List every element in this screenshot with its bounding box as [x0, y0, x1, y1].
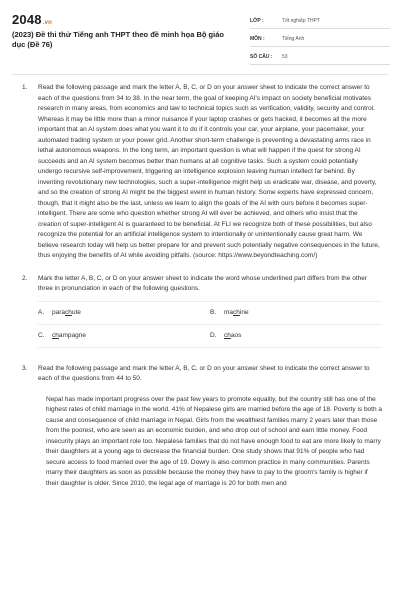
options-row	[38, 301, 382, 324]
logo-text: 2048	[12, 12, 42, 27]
question-1-text	[38, 83, 382, 262]
meta-grade-value: Tốt nghiệp THPT	[282, 18, 320, 24]
option-c[interactable]	[38, 332, 210, 339]
option-letter: B.	[210, 309, 217, 316]
question-3	[0, 364, 400, 490]
meta-grade-label: LỚP :	[250, 18, 264, 24]
option-letter: A.	[38, 309, 45, 316]
meta-count-label: SỐ CÂU :	[250, 54, 273, 60]
option-letter: C.	[38, 332, 45, 339]
question-2-instruction: Mark the letter A, B, C, or D on your answer sheet to indicate the word whose underlined part differs from the other three in pronunciation in each of the following questions.	[38, 274, 368, 292]
answer-options	[38, 301, 382, 348]
meta-count-row	[250, 50, 390, 65]
question-number: 2.	[22, 274, 28, 282]
option-letter: D.	[210, 332, 217, 339]
option-word: parachute	[52, 309, 81, 316]
exam-meta	[250, 14, 390, 68]
option-word: champagne	[52, 332, 86, 339]
exam-title: (2023) Đề thi thử Tiếng anh THPT theo đề minh họa Bộ giáo dục (Đề 76)	[12, 30, 224, 49]
question-number: 3.	[22, 364, 28, 372]
header-divider	[12, 74, 388, 75]
question-number: 1.	[22, 84, 28, 91]
option-word: machine	[224, 309, 249, 316]
question-3-instruction: Read the following passage and mark the letter A, B, C, or D on your answer sheet to indicate the correct answer to each of the questions from 44 to 50.	[38, 364, 370, 382]
logo-suffix: .vn	[42, 20, 53, 26]
option-d[interactable]	[210, 332, 382, 339]
underlined-part: ch	[52, 332, 59, 339]
underlined-part: ch	[224, 332, 231, 339]
option-b[interactable]	[210, 309, 382, 316]
option-a[interactable]	[38, 309, 210, 316]
option-word: chaos	[224, 332, 242, 339]
site-logo[interactable]	[12, 12, 52, 27]
question-1-instruction: Read the following passage and mark the letter A, B, C, or D on your answer sheet to indicate the correct answer to each of the questions from 34 to 38.	[38, 84, 370, 102]
meta-subject-row	[250, 32, 390, 47]
meta-subject-value: Tiếng Anh	[282, 36, 305, 42]
question-3-passage: Nepal has made important progress over the past few years to promote equality, but the country still has one of the highest rates of child marriage in the world. 41% of Nepalese girls are married before the age of 18. Poverty is both a cause and consequence of child marriage in Nepal. Girls from the wealthiest families marry 2 years later than those from the poorest, who are seen as an economic burden, and who drop out of school and earn little money. Food insecurity plays an important role too. Nepalese families that do not have enough food to eat are more likely to marry their daughters at a young age to decrease the financial burden. One study shows that 91% of people who had secure access to food married over the age of 19. Dowry is also common practice in many communities. Parents marry their daughters as soon as possible because the money they have to pay to the groom's family is higher if their daughter is older. Since 2010, the legal age of marriage is 20 for both men and	[46, 395, 383, 487]
meta-count-value: 53	[282, 54, 288, 60]
questions-list	[0, 78, 400, 489]
meta-subject-label: MÔN :	[250, 36, 265, 42]
question-2	[0, 274, 400, 348]
underlined-part: ch	[65, 309, 72, 316]
question-1-passage: In the near term, the goal of keeping AI's impact on society beneficial motivates research in many areas, from economics and law to technical topics such as verification, validity, security and control. Whereas it may be little more than a minor nuisance if your laptop crashes or gets hacked, it becomes all the more important that an AI system does what you want it to do if it controls your car, your airplane, your pacemaker, your automated trading system or your power grid. Another short-term challenge is preventing a devastating arms race in lethal autonomous weapons. In the long term, an important question is what will happen if the quest for strong AI succeeds and an AI system becomes better than humans at all cognitive tasks. Such a system could potentially undergo recursive self-improvement, triggering an intelligence explosion leaving human intellect far behind. By inventing revolutionary new technologies, such a super-intelligence might help us eradicate war, disease, and poverty, and so the creation of strong AI might be the biggest event in human history. Some experts have expressed concern, though, that it might also be the last, unless we learn to align the goals of the AI with ours before it becomes super-intelligent. There are some who question whether strong AI will ever be achieved, and others who insist that the creation of super-intelligent AI is guaranteed to be beneficial. At FLI we recognize both of these possibilities, but also recognize the potential for an artificial intelligence system to intentionally or unintentionally cause great harm. We believe research today will help us better prepare for and prevent such potentially negative consequences in the future, thus enjoying the benefits of AI while avoiding pitfalls. (source: https://www.beyondteaching.com/)	[38, 94, 380, 259]
options-row	[38, 324, 382, 348]
underlined-part: ch	[233, 309, 240, 316]
page-header	[0, 0, 400, 72]
meta-grade-row	[250, 14, 390, 29]
question-1	[0, 83, 400, 262]
